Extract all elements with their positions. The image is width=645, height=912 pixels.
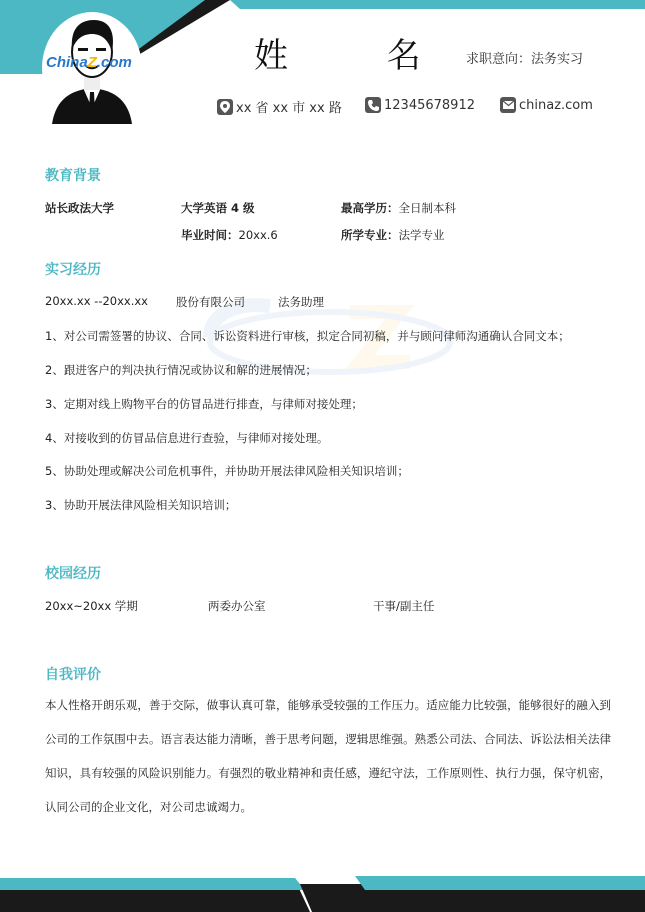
- objective-value: 法务实习: [531, 52, 584, 67]
- education-english: 大学英语 4 级: [181, 201, 255, 215]
- list-item: 4、对接收到的仿冒品信息进行查验，与律师对接处理。: [45, 431, 329, 445]
- section-title-education: 教育背景: [45, 168, 101, 184]
- campus-org: 两委办公室: [208, 599, 266, 613]
- list-item: 2、跟进客户的判决执行情况或协议和解的进展情况；: [45, 363, 317, 377]
- self-evaluation-text: 本人性格开朗乐观，善于交际，做事认真可靠，能够承受较强的工作压力。适应能力比较强，能够很好的融入到公司的工作氛围中去。语言表达能力清晰，善于思考问题，逻辑思维强。熟悉公司法、合同法、诉讼法相关法律知识，具有较强的风险识别能力。有强烈的敬业精神和责任感，遵纪守法，工作原则性、执行力强，保守机密，认同公司的企业文化，对公司忠诚竭力。: [45, 698, 611, 814]
- degree-value: 全日制本科: [398, 201, 456, 215]
- section-title-internship: 实习经历: [45, 262, 101, 278]
- major-value: 法学专业: [398, 228, 445, 242]
- list-item: 5、协助处理或解决公司危机事件，并协助开展法律风险相关知识培训；: [45, 464, 409, 478]
- list-item: 3、协助开展法律风险相关知识培训；: [45, 498, 237, 512]
- campus-period: 20xx~20xx 学期: [45, 599, 138, 613]
- list-item: 1、对公司需签署的协议、合同、诉讼资料进行审核，拟定合同初稿，并与顾问律师沟通确认合同文本；: [45, 329, 570, 343]
- footer-decoration: [0, 870, 645, 912]
- phone-icon: [365, 97, 381, 113]
- education-school: 站长政法大学: [45, 201, 114, 215]
- email-icon: [500, 97, 516, 113]
- section-title-campus: 校园经历: [45, 566, 101, 582]
- grad-value: 20xx.6: [238, 228, 278, 242]
- education-grad-time: [181, 227, 278, 243]
- campus-role: 干事/副主任: [373, 599, 435, 613]
- address-text: xx 省 xx 市 xx 路: [236, 101, 342, 116]
- degree-label: 最高学历：: [341, 201, 399, 215]
- contact-email: [500, 97, 593, 113]
- education-major: [341, 227, 445, 243]
- education-degree: [341, 200, 456, 216]
- phone-text: 12345678912: [384, 97, 475, 113]
- job-objective: [466, 48, 583, 67]
- internship-company: 股份有限公司: [176, 295, 245, 309]
- grad-label: 毕业时间：: [181, 228, 239, 242]
- contact-address: [217, 97, 342, 116]
- objective-label: 求职意向：: [466, 52, 532, 67]
- section-title-self: 自我评价: [45, 667, 101, 683]
- list-item: 3、定期对线上购物平台的仿冒品进行排查，与律师对接处理；: [45, 397, 363, 411]
- email-text: chinaz.com: [519, 97, 593, 113]
- location-icon: [217, 99, 233, 115]
- internship-role: 法务助理: [278, 295, 324, 309]
- watermark-logo: ChinaZ.com: [46, 54, 132, 71]
- page-title: 姓 名: [254, 36, 465, 76]
- internship-period: 20xx.xx --20xx.xx: [45, 294, 148, 308]
- contact-phone: [365, 97, 475, 113]
- major-label: 所学专业：: [341, 228, 399, 242]
